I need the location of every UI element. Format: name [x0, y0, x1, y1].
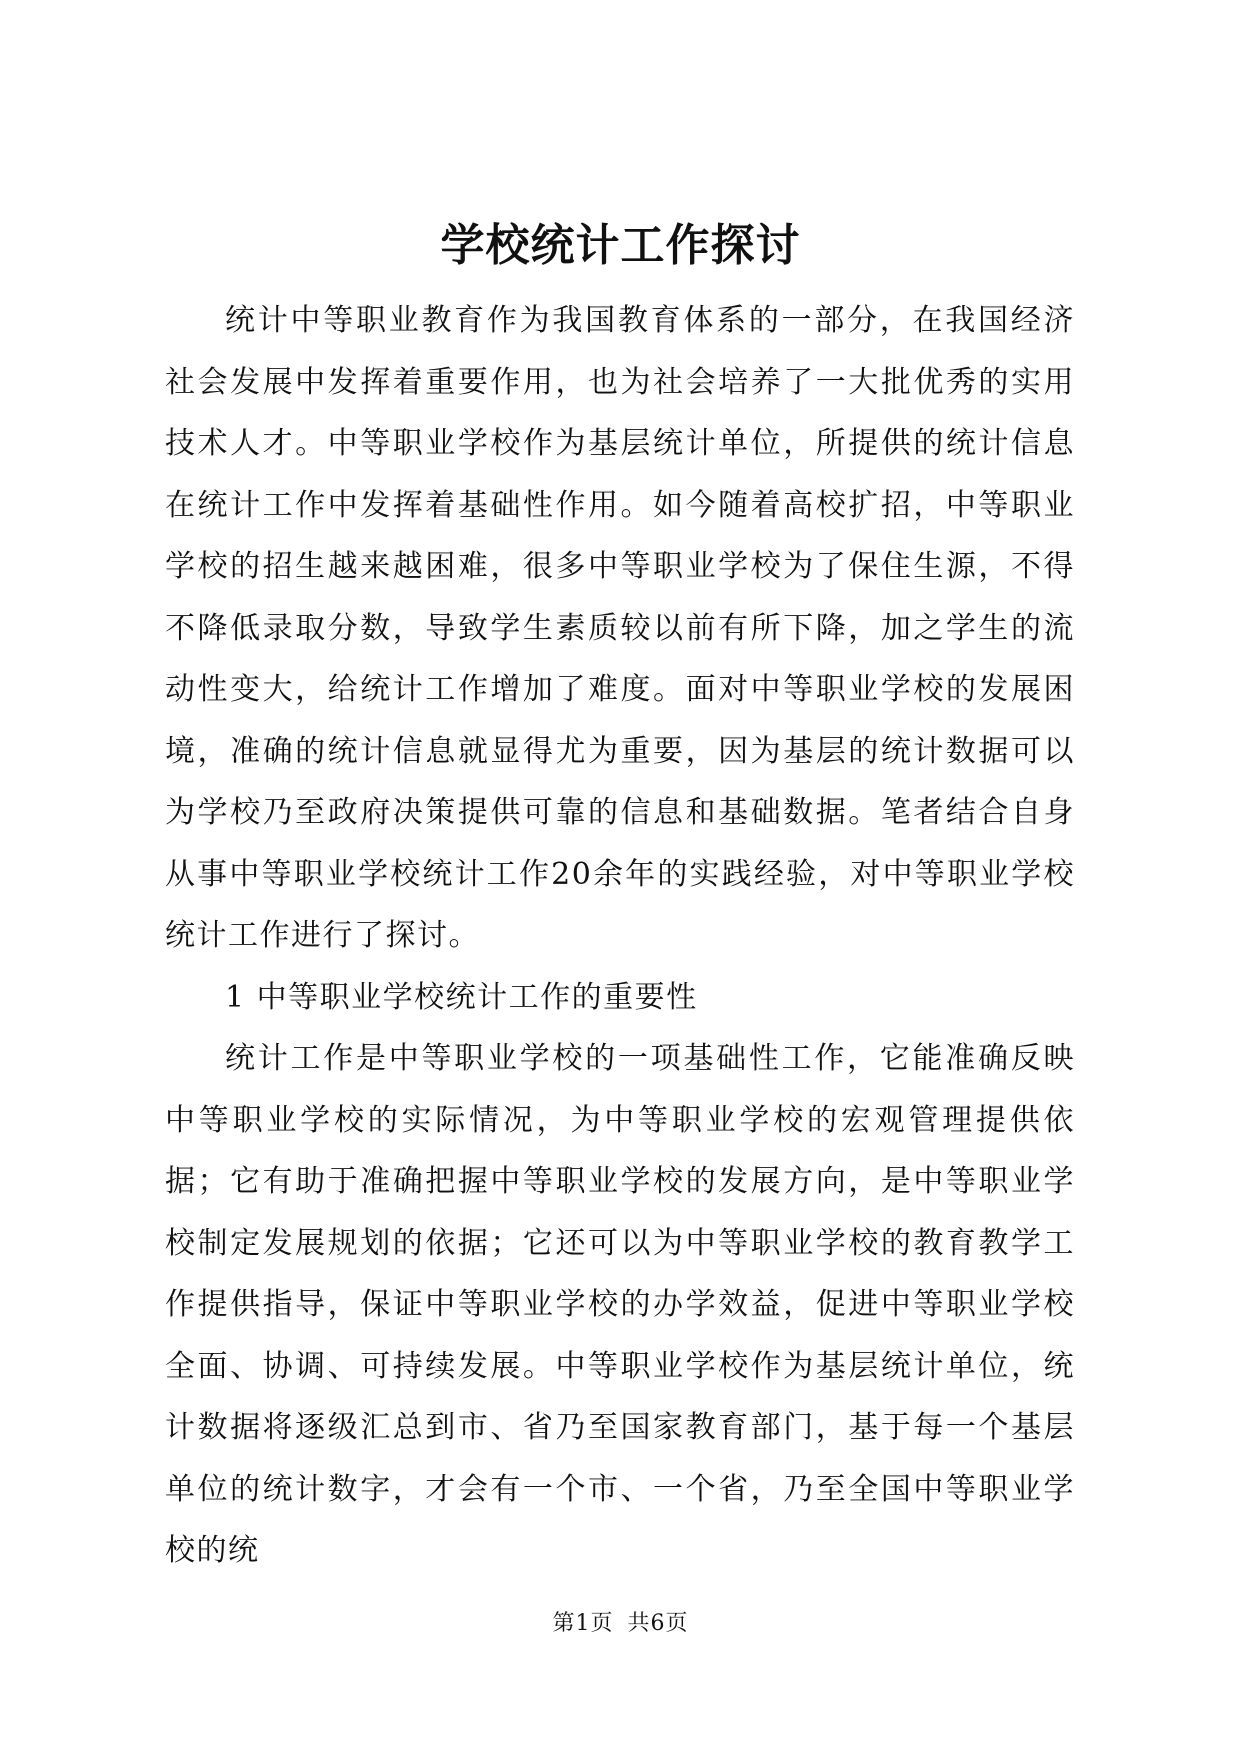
document-body	[165, 290, 1075, 1582]
paragraph-section-1: 统计工作是中等职业学校的一项基础性工作，它能准确反映中等职业学校的实际情况，为中等职业学校的宏观管理提供依据；它有助于准确把握中等职业学校的发展方向，是中等职业学校制定发展规划的依据；它还可以为中等职业学校的教育教学工作提供指导，保证中等职业学校的办学效益，促进中等职业学校全面、协调、可持续发展。中等职业学校作为基层统计单位，统计数据将逐级汇总到市、省乃至国家教育部门，基于每一个基层单位的统计数字，才会有一个市、一个省，乃至全国中等职业学校的统	[165, 1041, 1075, 1568]
page-total: 共6页	[627, 1611, 689, 1636]
document-title: 学校统计工作探讨	[440, 220, 801, 271]
page-footer	[0, 1606, 1241, 1637]
section-heading-1: 1 中等职业学校统计工作的重要性	[225, 979, 698, 1015]
paragraph-intro: 统计中等职业教育作为我国教育体系的一部分，在我国经济社会发展中发挥着重要作用，也为社会培养了一大批优秀的实用技术人才。中等职业学校作为基层统计单位，所提供的统计信息在统计工作中发挥着基础性作用。如今随着高校扩招，中等职业学校的招生越来越困难，很多中等职业学校为了保住生源，不得不降低录取分数，导致学生素质较以前有所下降，加之学生的流动性变大，给统计工作增加了难度。面对中等职业学校的发展困境，准确的统计信息就显得尤为重要，因为基层的统计数据可以为学校乃至政府决策提供可靠的信息和基础数据。笔者结合自身从事中等职业学校统计工作20余年的实践经验，对中等职业学校统计工作进行了探讨。	[165, 303, 1075, 953]
page-number: 第1页	[552, 1611, 614, 1636]
